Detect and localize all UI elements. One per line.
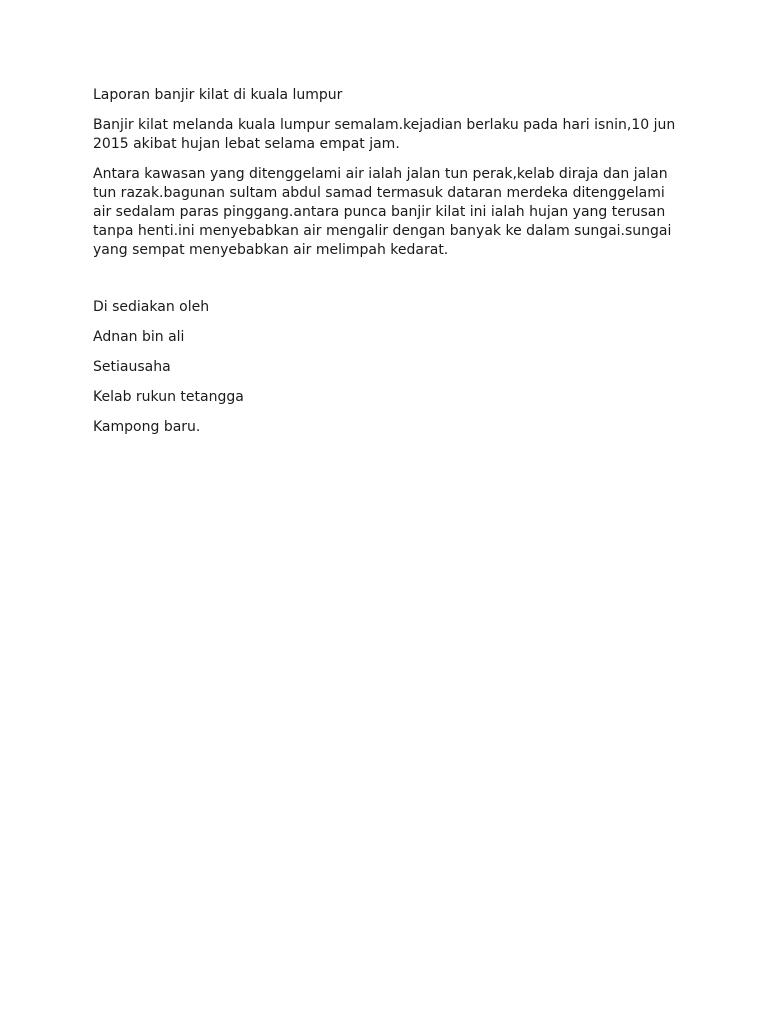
author-organization: Kelab rukun tetangga xyxy=(93,389,244,405)
paragraph-affected-areas: Antara kawasan yang ditenggelami air ialah jalan tun perak,kelab diraja dan jalan tun razak.bagunan sultam abdul samad termasuk dataran merdeka ditenggelami air sedalam paras pinggang.antara punca banjir kilat ini ialah hujan yang terusan tanpa henti.ini menyebabkan air mengalir dengan banyak ke dalam sungai.sungai yang sempat menyebabkan air melimpah kedarat. xyxy=(93,166,672,258)
author-position: Setiausaha xyxy=(93,359,171,375)
author-place: Kampong baru. xyxy=(93,419,201,435)
paragraph-incident: Banjir kilat melanda kuala lumpur semalam.kejadian berlaku pada hari isnin,10 jun 2015 akibat hujan lebat selama empat jam. xyxy=(93,117,676,152)
document-body xyxy=(93,86,683,448)
spacer xyxy=(93,271,683,298)
document-title: Laporan banjir kilat di kuala lumpur xyxy=(93,87,343,103)
prepared-by-label: Di sediakan oleh xyxy=(93,299,210,315)
author-name: Adnan bin ali xyxy=(93,329,185,345)
